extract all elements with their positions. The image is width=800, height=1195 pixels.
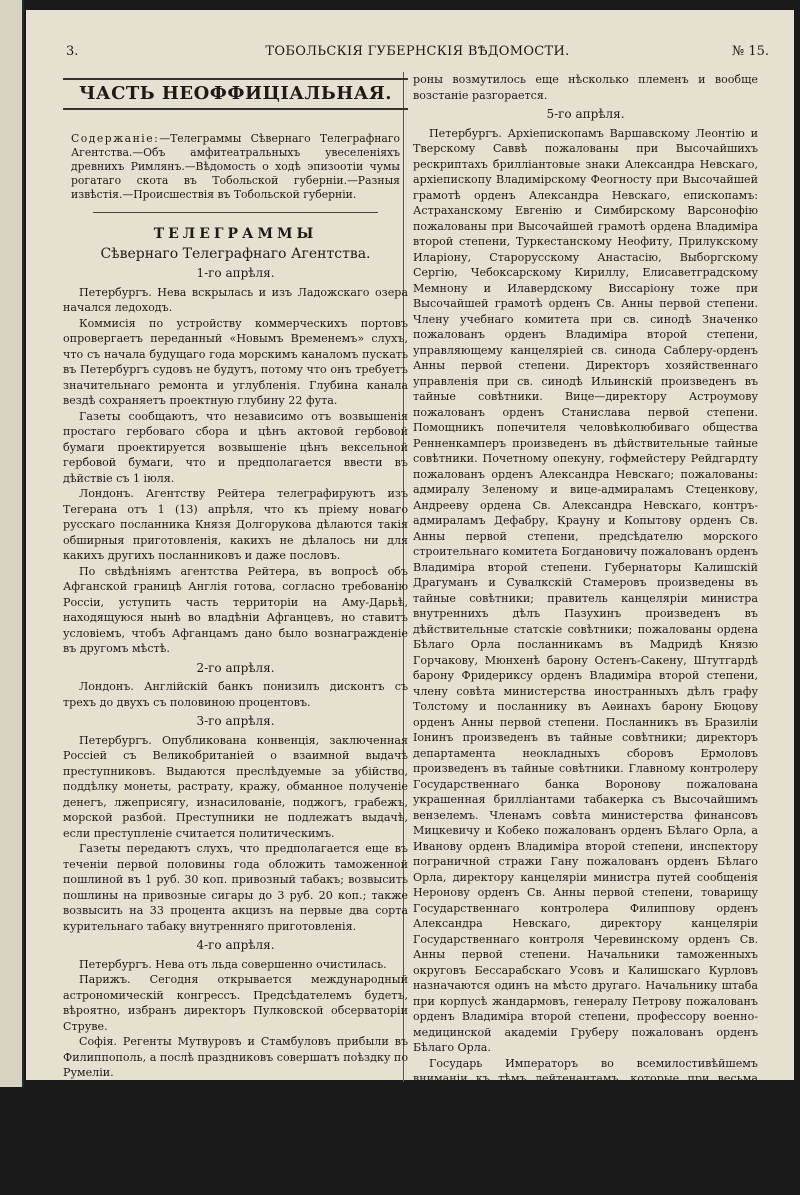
contents-block: [71, 132, 400, 202]
article-paragraph: Парижъ. Сегодня открывается международный астрономическій конгрессъ. Предсѣдателемъ будетъ, вѣроятно, избранъ директоръ Пулковской обсерваторіи Струве.: [63, 972, 408, 1034]
date-heading: 4-го апрѣля.: [63, 938, 408, 954]
article-paragraph: Коммисія по устройству коммерческихъ портовъ опровергаетъ переданный «Новымъ Временемъ» слухъ, что съ начала будущаго года морскимъ каналомъ пускать въ Петербургъ судовъ не будутъ, потому что онъ требуетъ значительнаго ремонта и углубленія. Глубина канала вездѣ сохраняетъ проектную глубину 22 фута.: [63, 316, 408, 409]
adjacent-page-edge: [0, 0, 24, 1087]
part-title: ЧАСТЬ НЕОФФИЦІАЛЬНАЯ.: [63, 78, 408, 110]
date-heading: 1-го апрѣля.: [63, 266, 408, 282]
section-subtitle: Сѣвернаго Телеграфнаго Агентства.: [63, 247, 408, 263]
date-heading: 5-го апрѣля.: [413, 107, 758, 123]
article-paragraph: Газеты сообщаютъ, что независимо отъ возвышенія простаго гербоваго сбора и цѣнъ актовой гербовой бумаги проектируется возвышеніе цѣнъ вексельной гербовой бумаги, что и предполагается ввести въ дѣйствіе съ 1 іюля.: [63, 409, 408, 487]
newspaper-page: [26, 10, 794, 1080]
article-paragraph: Газеты передаютъ слухъ, что предполагается еще въ теченіи первой половины года обложить таможенной пошлиной въ 1 руб. 30 коп. привозный табакъ; возвысить пошлины на привозные сигары до 3 руб. 20 коп.; также возвысить на 33 процента акцизъ на первые два сорта курительнаго табаку внутренняго приготовленія.: [63, 841, 408, 934]
right-column: [413, 72, 758, 1195]
issue-number: № 15.: [732, 44, 769, 59]
page-header: [66, 44, 769, 64]
article-paragraph: Государь Императоръ во всемилостивѣйшемъ вниманіи къ тѣмъ лейтенантамъ, которые при весьма значительныхъ плаваніяхъ, не вполнѣ удовлетворяютъ требованіямъ морскаго ценза, Высочайше повелѣть соизволилъ: впредь до приведенія числа лейтенантовъ, пользующихся капитанъ-лейтенантскими окладами, до установленнаго комплекта, допускать льготное зачисленіе на означенные оклады такихъ лейтенантовъ, которые состоятъ въ чинѣ не менѣе весьма лѣтъ и: [413, 1056, 758, 1195]
article-paragraph: Петербургъ. Нева отъ льда совершенно очистилась.: [63, 957, 408, 973]
date-heading: 2-го апрѣля.: [63, 661, 408, 677]
article-paragraph: По свѣдѣніямъ агентства Рейтера, въ вопросѣ объ Афганской границѣ Англія готова, согласно требованію Россіи, уступить часть территоріи на Аму-Дарьѣ, находящуюся нынѣ во владѣніи Афганцевъ, но ставитъ условіемъ, чтобъ Афганцамъ дано было вознагражденіе въ другомъ мѣстѣ.: [63, 564, 408, 657]
section-title: ТЕЛЕГРАММЫ: [63, 227, 408, 243]
article-paragraph: Софія. Регенты Мутвуровъ и Стамбуловъ прибыли въ Филиппополь, а послѣ праздниковъ совершатъ поѣздку по Румеліи.: [63, 1034, 408, 1081]
article-paragraph: Петербургъ. Нева вскрылась и изъ Ладожскаго озера начался ледоходъ.: [63, 285, 408, 316]
article-paragraph: роны возмутилось еще нѣсколько племенъ и вообще возстаніе разгорается.: [413, 72, 758, 103]
left-column: [63, 72, 408, 1127]
article-paragraph: Петербургъ. Опубликована конвенція, заключенная Россіей съ Великобританіей о взаимной выдачѣ преступниковъ. Выдаются преслѣдуемые за убійство, поддѣлку монеты, растрату, кражу, обманное полученіе денегъ, лжеприсягу, изнасилованіе, поджогъ, грабежъ, морской разбой. Преступники не подлежатъ выдачѣ, если преступленіе считается политическимъ.: [63, 733, 408, 842]
article-paragraph: Лондонъ. Агентству Рейтера телеграфируютъ изъ Тегерана отъ 1 (13) апрѣля, что къ пріему новаго русскаго посланника Князя Долгорукова дѣлаются такія обширныя приготовленія, какихъ не дѣлалось ни для какихъ другихъ посланниковъ и даже пословъ.: [63, 486, 408, 564]
article-paragraph: Лондонъ. Англійскій банкъ понизилъ дисконтъ съ трехъ до двухъ съ половиною процентовъ.: [63, 679, 408, 710]
article-paragraph: Бомбей. Изъ Афганистана сообщаютъ, что войско Эмира разбило Гильзаевъ въ почномъ бою, но съ другой сто-: [63, 1081, 408, 1128]
divider-rule: [93, 212, 378, 213]
article-paragraph: Петербургъ. Архіепископамъ Варшавскому Леонтію и Тверскому Саввѣ пожалованы при Высочайшихъ рескриптахъ брилліантовые знаки Александра Невскаго, архіепископу Владимірскому Феогносту при Высочайшей грамотѣ орденъ Александра Невскаго, епископамъ: Астраханскому Евгенію и Симбирскому Варсонофію пожалованы при Высочайшей грамотѣ ордена Владиміра второй степени, Туркестанскому Неофиту, Прилукскому Иларіону, Старорусскому Анастасію, Выборгскому Сергію, Чебоксарскому Кириллу, Елисаветградскому Мемнону и Илавердскому Виссаріону тоже при Высочайшей грамотѣ орденъ Св. Анны первой степени. Члену учебнаго комитета при св. синодѣ Значенко пожалованъ орденъ Владиміра второй степени, управляющему канцеляріей св. синода Саблеру-орденъ Анны первой степени. Директоръ хозяйственнаго управленія при св. синодѣ Ильинскій произведенъ въ тайные совѣтники. Вице—директору Астроумову пожалованъ орденъ Станислава первой степени. Помощникъ попечителя человѣколюбиваго общества Ренненкамперъ произведенъ въ дѣйствительные тайные совѣтники. Почетному опекуну, гофмейстеру Рейдгардту пожалованъ орденъ Александра Невскаго; пожалованы: адмиралу Зеленому и вице-адмираламъ Стеценкову, Андрееву ордена Св. Александра Невскаго, контръ-адмираламъ Дефабру, Крауну и Копытову орденъ Св. Анны первой степени, предсѣдателю морского строительнаго комитета Богдановичу пожалованъ орденъ Владиміра второй степени. Губернаторы Калишскій Драгуманъ и Сувалкскій Стамеровъ произведены въ тайные совѣтники; правитель канцеляріи министра внутреннихъ дѣлъ Пазухинъ произведенъ въ дѣйствительные статскіе совѣтники; пожалованы ордена Бѣлаго Орла посланникамъ въ Мадридѣ Князю Горчакову, Мюнхенѣ барону Остенъ-Сакену, Штутгардѣ барону Фридериксу орденъ Владиміра второй степени, члену совѣта министерства иностранныхъ дѣлъ графу Толстому и посланнику въ Аѳинахъ барону Бюцову орденъ Анны первой степени. Посланникъ въ Бразиліи Іонинъ произведенъ въ тайные совѣтники; директоръ департамента неокладныхъ сборовъ Ермоловъ произведенъ въ тайные совѣтники. Главному контролеру Государственнаго банка Воронову пожалована украшенная брилліантами табакерка съ Высочайшимъ вензелемъ. Членамъ совѣта министерства финансовъ Мицкевичу и Кобеко пожалованъ орденъ Бѣлаго Орла, а Иванову орденъ Владиміра второй степени, инспектору пограничной стражи Гану пожалованъ орденъ Бѣлаго Орла, директору канцеляріи министра путей сообщенія Неронову орденъ Св. Анны первой степени, товарищу Государственнаго контролера Филиппову орденъ Александра Невскаго, директору канцеляріи Государственнаго контроля Черевинскому орденъ Св. Анны первой степени. Начальники таможенныхъ округовъ Бессарабскаго Усовъ и Калишскаго Курловъ назначаются одинъ на мѣсто другаго. Начальнику штаба при корпусѣ жандармовъ, генералу Петрову пожалованъ орденъ Владиміра второй степени, профессору военно-медицинской академіи Груберу пожалованъ орденъ Бѣлаго Орла.: [413, 126, 758, 1056]
newspaper-title: ТОБОЛЬСКІЯ ГУБЕРНСКІЯ ВѢДОМОСТИ.: [66, 44, 769, 59]
contents-text: —Телеграммы Сѣвернаго Телеграфнаго Агентства.—Объ амфитеатральныхъ увеселеніяхъ древнихъ Римлянъ.—Вѣдомость о ходѣ эпизоотіи чумы рогатаго скота въ Тобольской губерніи.—Разныя извѣстія.—Происшествія въ Тобольской губерніи.: [71, 132, 400, 201]
date-heading: 3-го апрѣля.: [63, 714, 408, 730]
contents-label: Содержаніе:: [71, 132, 159, 145]
page-number: 3.: [66, 44, 78, 59]
